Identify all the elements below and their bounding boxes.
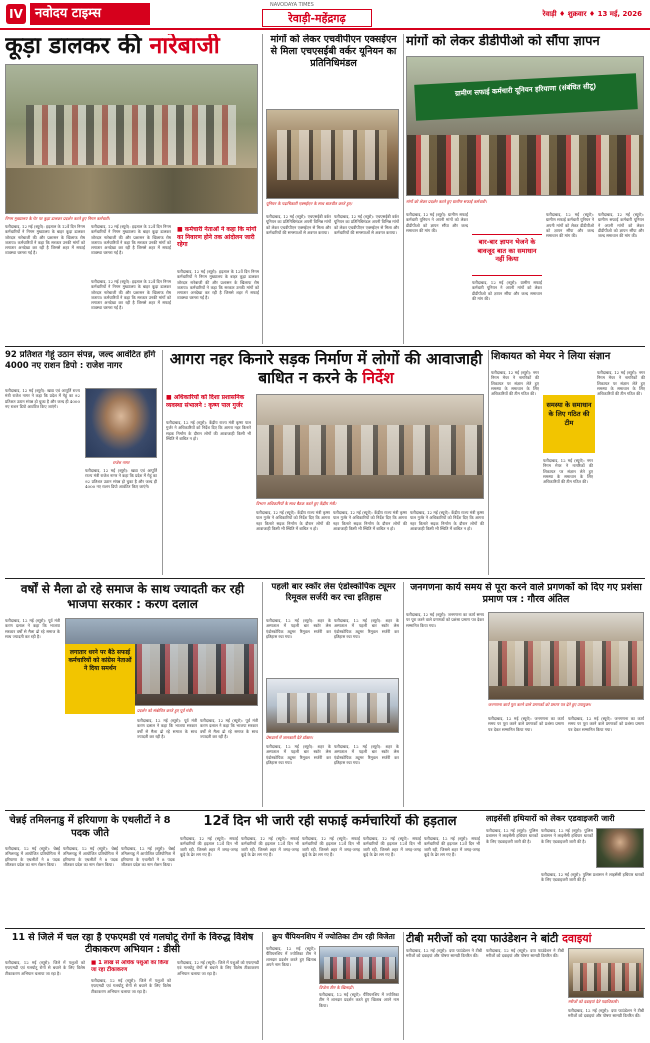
story-weapon-advisory bbox=[486, 814, 646, 926]
story-wheat-lifting bbox=[5, 350, 160, 575]
body-col-1: फरीदाबाद, 12 मई (ब्यूरो): जनगणना का कार्य समय पर पूरा करने वाले प्रगणकों को प्रशंसा प्रमाण पत्र देकर सम्मानित किया गया। bbox=[406, 612, 484, 628]
body-col-3: फरीदाबाद, 12 मई (ब्यूरो): दया फाउंडेशन ने टीबी मरीजों को दवाइयां और पोषण सामग्री वितरित की। bbox=[568, 1008, 644, 1019]
body-col-1: फरीदाबाद, 12 मई (ब्यूरो): ग्रामीण सफाई कर्मचारी यूनियन ने अपनी मांगों को लेकर डीडीपीओ को ज्ञापन सौंपा और जल्द समाधान की मांग की। bbox=[406, 212, 468, 233]
sidehead: ■ कर्मचारी नेताओं ने कहा कि मांगों का निवारण होने तक आंदोलन जारी रहेगा bbox=[177, 226, 257, 248]
photo-caption: जनगणना कार्य पूरा करने वाले प्रगणकों को प्रमाण पत्र देते हुए उपायुक्त। bbox=[488, 702, 592, 707]
sidehead: ■ अधिकारियों को दिशा प्रशासनिक व्यवस्था संभालने : कृष्ण पाल गुर्जर bbox=[166, 394, 245, 409]
body-col-4: फरीदाबाद, 12 मई (ब्यूरो): शहर के अस्पताल में पहली बार स्कॉर लेस एंडोस्कोपिक ट्यूमर रिमूवल सर्जरी कर इतिहास रचा गया। bbox=[334, 744, 399, 765]
minister-photo bbox=[85, 388, 157, 458]
story-karan-dalal bbox=[5, 582, 260, 807]
headline: 92 प्रतिशत गेहूं उठान संपन्न, जल्द आवंटित होंगे 4000 नए राशन डिपो : राजेश नागर bbox=[5, 350, 156, 371]
headline: क्रुप चैंपियनशिप में ज्योतिका टीम रही विजेता bbox=[272, 932, 395, 941]
brand-small: NAVODAYA TIMES bbox=[270, 2, 314, 8]
story-fmd-vaccination bbox=[5, 932, 260, 1040]
highlight-box: समस्या के समाधान के लिए गठित की टीम bbox=[543, 395, 595, 453]
donation-photo bbox=[568, 948, 644, 998]
photo-caption: यूनियन के पदाधिकारी एक्सईएन के साथ बातचीत करते हुए। bbox=[266, 201, 353, 206]
story-championship bbox=[266, 932, 401, 1040]
body-col-2: फरीदाबाद, 12 मई (ब्यूरो): सफाई कर्मचारियों की हड़ताल 12वें दिन भी जारी रही, जिससे शहर में जगह-जगह कूड़े के ढेर लग गए हैं। bbox=[241, 836, 299, 857]
body-col-2: फरीदाबाद, 12 मई (ब्यूरो): नगर निगम मेयर ने नागरिकों की शिकायत पर संज्ञान लेते हुए समस्या के समाधान के लिए अधिकारियों की टीम गठित की। bbox=[543, 458, 593, 485]
union-banner bbox=[414, 73, 638, 121]
body-col-1: फरीदाबाद, 12 मई (ब्यूरो): केंद्रीय राज्य मंत्री कृष्ण पाल गुर्जर ने अधिकारियों को निर्देश दिए कि आगरा नहर किनारे सड़क निर्माण के दौरान लोगों की आवाजाही किसी भी स्थिति में बाधित न हो। bbox=[166, 420, 251, 441]
body-col-1: फरीदाबाद, 12 मई (ब्यूरो): एचएसईबी वर्कर यूनियन का प्रतिनिधिमंडल अपनी विभिन्न मांगों को लेकर एचवीपीएन एक्सईएन से मिला और कर्मचारियों की समस्याओं से अवगत कराया। bbox=[266, 214, 331, 235]
story-agra-canal-road bbox=[166, 350, 486, 575]
body-col-2: फरीदाबाद, 12 मई (ब्यूरो): जनगणना का कार्य समय पर पूरा करने वाले प्रगणकों को प्रशंसा प्रमाण पत्र देकर सम्मानित किया गया। bbox=[488, 716, 564, 732]
body-col-1: फरीदाबाद, 12 मई (ब्यूरो): पूर्व मंत्री करण दलाल ने कहा कि भाजपा सरकार वर्षों से मैला ढो रहे समाज के साथ ज्यादती कर रही है। bbox=[5, 618, 60, 639]
headline: जनगणना कार्य समय से पूरा करने वाले प्रगणकों को दिए गए प्रशंसा प्रमाण पत्र : गौरव अंतिल bbox=[410, 582, 642, 605]
memorandum-photo bbox=[406, 56, 644, 196]
body-col-3: फरीदाबाद, 12 मई (ब्यूरो): पुलिस प्रशासन ने लाइसेंसी हथियार धारकों के लिए एडवाइजरी जारी की है। bbox=[541, 872, 644, 883]
body-col-1: फरीदाबाद, 12 मई (ब्यूरो): हड़ताल के 12वें दिन निगम कर्मचारियों ने निगम मुख्यालय के बाहर कूड़ा डालकर जोरदार नारेबाजी की और प्रशासन के खिलाफ रोष जताया। कर्मचारियों ने कहा कि सरकार उनकी मांगों को लगातार अनदेखा कर रही है जिससे शहर में सफाई व्यवस्था चरमरा गई है। bbox=[5, 224, 85, 256]
body-col-3: फरीदाबाद, 12 मई (ब्यूरो): सफाई कर्मचारियों की हड़ताल 12वें दिन भी जारी रही, जिससे शहर में जगह-जगह कूड़े के ढेर लग गए हैं। bbox=[302, 836, 360, 857]
meeting-photo bbox=[266, 109, 399, 199]
body-col-2: फरीदाबाद, 12 मई (ब्यूरो): चेन्नई तमिलनाडु में आयोजित प्रतियोगिता में हरियाणा के एथलीटों ने 8 पदक जीतकर प्रदेश का नाम रोशन किया। bbox=[63, 846, 118, 867]
highlight-box: लगातार धरने पर बैठे सफाई कर्मचारियों को कांग्रेस नेताओं ने दिया समर्थन bbox=[65, 644, 135, 714]
sidehead: ■ 1 लाख से अधिक पशुओं का किया जा रहा टीकाकरण bbox=[91, 960, 169, 973]
body-col-2: फरीदाबाद, 12 मई (ब्यूरो): शहर के अस्पताल में पहली बार स्कॉर लेस एंडोस्कोपिक ट्यूमर रिमूवल सर्जरी कर इतिहास रचा गया। bbox=[334, 618, 399, 639]
certificate-photo bbox=[488, 612, 644, 700]
story-ddpo-memorandum bbox=[406, 34, 646, 344]
body-col-3: फरीदाबाद, 12 मई (ब्यूरो): केंद्रीय राज्य मंत्री कृष्ण पाल गुर्जर ने अधिकारियों को निर्देश दिए कि आगरा नहर किनारे सड़क निर्माण के दौरान लोगों की आवाजाही किसी भी स्थिति में बाधित न हो। bbox=[333, 510, 407, 531]
highlight-quote: बार-बार ज्ञापन भेजने के बावजूद बात का समाधान नहीं किया bbox=[472, 234, 542, 276]
body-col-2: फरीदाबाद, 12 मई (ब्यूरो): खाद्य एवं आपूर्ति राज्य मंत्री राजेश नागर ने कहा कि प्रदेश में गेहूं का 92 प्रतिशत उठान संपन्न हो चुका है और जल्द ही 4000 नए राशन डिपो आवंटित किए जाएंगे। bbox=[85, 468, 157, 489]
body-col-3: फरीदाबाद, 12 मई (ब्यूरो): चेन्नई तमिलनाडु में आयोजित प्रतियोगिता में हरियाणा के एथलीटों ने 8 पदक जीतकर प्रदेश का नाम रोशन किया। bbox=[121, 846, 175, 867]
headline bbox=[406, 932, 646, 945]
body-col-2: फरीदाबाद, 12 मई (ब्यूरो): केंद्रीय राज्य मंत्री कृष्ण पाल गुर्जर ने अधिकारियों को निर्देश दिए कि आगरा नहर किनारे सड़क निर्माण के दौरान लोगों की आवाजाही किसी भी स्थिति में बाधित न हो। bbox=[256, 510, 330, 531]
person-caption: राजेश नागर bbox=[112, 460, 130, 465]
body-col-2: फरीदाबाद, 12 मई (ब्यूरो): पूर्व मंत्री करण दलाल ने कहा कि भाजपा सरकार वर्षों से मैला ढो रहे समाज के साथ ज्यादती कर रही है। bbox=[137, 718, 197, 739]
headline: शिकायत को मेयर ने लिया संज्ञान bbox=[491, 351, 611, 362]
body-col-3: फरीदाबाद, 12 मई (ब्यूरो): जिले में पशुओं को एफएमडी एवं गलघोटू रोगों से बचाने के लिए विशेष टीकाकरण अभियान चलाया जा रहा है। bbox=[177, 960, 259, 976]
body-col-1: फरीदाबाद, 12 मई (ब्यूरो): पुलिस प्रशासन ने लाइसेंसी हथियार धारकों के लिए एडवाइजरी जारी की है। bbox=[486, 828, 538, 844]
body-col-2: फरीदाबाद, 12 मई (ब्यूरो): ग्रामीण सफाई कर्मचारी यूनियन ने अपनी मांगों को लेकर डीडीपीओ को ज्ञापन सौंपा और जल्द समाधान की मांग की। bbox=[472, 280, 542, 301]
body-col-3: फरीदाबाद, 12 मई (ब्यूरो): नगर निगम मेयर ने नागरिकों की शिकायत पर संज्ञान लेते हुए समस्या के समाधान के लिए अधिकारियों की टीम गठित की। bbox=[597, 370, 645, 397]
story-census-certificates bbox=[406, 582, 646, 807]
photo-caption: प्रेसवार्ता में जानकारी देते डॉक्टर। bbox=[266, 735, 313, 740]
meeting-photo bbox=[256, 394, 484, 499]
headline-red: निर्देश bbox=[362, 369, 394, 387]
body-col-4: फरीदाबाद, 12 मई (ब्यूरो): हड़ताल के 12वें दिन निगम कर्मचारियों ने निगम मुख्यालय के बाहर कूड़ा डालकर जोरदार नारेबाजी की और प्रशासन के खिलाफ रोष जताया। कर्मचारियों ने कहा कि सरकार उनकी मांगों को लगातार अनदेखा कर रही है जिससे शहर में सफाई व्यवस्था चरमरा गई है। bbox=[177, 269, 259, 301]
body-col-3: फरीदाबाद, 12 मई (ब्यूरो): ग्रामीण सफाई कर्मचारी यूनियन ने अपनी मांगों को लेकर डीडीपीओ को ज्ञापन सौंपा और जल्द समाधान की मांग की। bbox=[546, 212, 594, 239]
story-endoscopic-surgery bbox=[266, 582, 401, 807]
body-col-1: फरीदाबाद, 12 मई (ब्यूरो): दया फाउंडेशन ने टीबी मरीजों को दवाइयां और पोषण सामग्री वितरित की। bbox=[406, 948, 482, 959]
story-hvpn-union bbox=[266, 34, 401, 344]
story-tb-medicines bbox=[406, 932, 646, 1040]
story-sanitation-strike bbox=[180, 814, 480, 926]
headline bbox=[166, 350, 486, 388]
photo-caption: मरीजों को दवाइयां देते पदाधिकारी। bbox=[568, 999, 619, 1004]
masthead bbox=[0, 0, 650, 30]
photo-caption: विभाग अधिकारियों के साथ बैठक करते हुए केंद्रीय मंत्री। bbox=[256, 501, 337, 506]
headline: पहली बार स्कॉर लेस एंडोस्कोपिक ट्यूमर रिमूवल सर्जरी कर रचा इतिहास bbox=[271, 582, 396, 603]
protest-photo bbox=[5, 64, 258, 214]
body-col-1: फरीदाबाद, 12 मई (ब्यूरो): नगर निगम मेयर ने नागरिकों की शिकायत पर संज्ञान लेते हुए समस्या के समाधान के लिए अधिकारियों की टीम गठित की। bbox=[491, 370, 539, 397]
photo-caption: विजेता टीम के खिलाड़ी। bbox=[319, 985, 354, 990]
body-col-2: फरीदाबाद, 12 मई (ब्यूरो): दया फाउंडेशन ने टीबी मरीजों को दवाइयां और पोषण सामग्री वितरित की। bbox=[486, 948, 564, 959]
headline: वर्षों से मैला ढो रहे समाज के साथ ज्यादती कर रही भाजपा सरकार : करण दलाल bbox=[20, 582, 245, 611]
body-col-1: फरीदाबाद, 12 मई (ब्यूरो): जिले में पशुओं को एफएमडी एवं गलघोटू रोगों से बचाने के लिए विशेष टीकाकरण अभियान चलाया जा रहा है। bbox=[5, 960, 85, 976]
body-col-1: फरीदाबाद, 12 मई (ब्यूरो): खाद्य एवं आपूर्ति राज्य मंत्री राजेश नागर ने कहा कि प्रदेश में गेहूं का 92 प्रतिशत उठान संपन्न हो चुका है और जल्द ही 4000 नए राशन डिपो आवंटित किए जाएंगे। bbox=[5, 388, 80, 409]
banner-text: ग्रामीण सफाई कर्मचारी यूनियन हरियाणा (संबंधित सीटू) bbox=[454, 82, 597, 98]
brand-name: नवोदय टाइम्स bbox=[30, 3, 150, 25]
body-col-2: फरीदाबाद, 12 मई (ब्यूरो): हड़ताल के 12वें दिन निगम कर्मचारियों ने निगम मुख्यालय के बाहर कूड़ा डालकर जोरदार नारेबाजी की और प्रशासन के खिलाफ रोष जताया। कर्मचारियों ने कहा कि सरकार उनकी मांगों को लगातार अनदेखा कर रही है जिससे शहर में सफाई व्यवस्था चरमरा गई है। bbox=[91, 224, 171, 256]
team-photo bbox=[319, 946, 399, 984]
story-mayor-complaint bbox=[491, 350, 646, 575]
headline-black: टीबी मरीजों को दया फाउंडेशन ने बांटी bbox=[406, 932, 563, 945]
photo-caption: मांगों को लेकर प्रदर्शन करते हुए ग्रामीण सफाई कर्मचारी। bbox=[406, 199, 487, 204]
body-col-3: फरीदाबाद, 12 मई (ब्यूरो): शहर के अस्पताल में पहली बार स्कॉर लेस एंडोस्कोपिक ट्यूमर रिमूवल सर्जरी कर इतिहास रचा गया। bbox=[266, 744, 331, 765]
headline-black: कूड़ा डालकर की bbox=[5, 34, 150, 59]
officer-photo bbox=[596, 828, 644, 868]
body-col-3: फरीदाबाद, 12 मई (ब्यूरो): जनगणना का कार्य समय पर पूरा करने वाले प्रगणकों को प्रशंसा प्रमाण पत्र देकर सम्मानित किया गया। bbox=[568, 716, 644, 732]
body-col-2: फरीदाबाद, 12 मई (ब्यूरो): पुलिस प्रशासन ने लाइसेंसी हथियार धारकों के लिए एडवाइजरी जारी की है। bbox=[541, 828, 593, 844]
story-chennai-athletes bbox=[5, 814, 175, 926]
headline: मांगों को लेकर डीडीपीओ को सौंपा ज्ञापन bbox=[406, 34, 600, 49]
headline: लाइसेंसी हथियारों को लेकर एडवाइजरी जारी bbox=[486, 814, 615, 823]
headline: 12वें दिन भी जारी रही सफाई कर्मचारियों की हड़ताल bbox=[203, 814, 457, 829]
headline bbox=[5, 34, 260, 59]
body-col-4: फरीदाबाद, 12 मई (ब्यूरो): ग्रामीण सफाई कर्मचारी यूनियन ने अपनी मांगों को लेकर डीडीपीओ को ज्ञापन सौंपा और जल्द समाधान की मांग की। bbox=[598, 212, 644, 239]
body-col-1: फरीदाबाद, 12 मई (ब्यूरो): चेन्नई तमिलनाडु में आयोजित प्रतियोगिता में हरियाणा के एथलीटों ने 8 पदक जीतकर प्रदेश का नाम रोशन किया। bbox=[5, 846, 60, 867]
headline: मांगों को लेकर एचवीपीएन एक्सईएन से मिला एचएसईबी वर्कर यूनियन का प्रतिनिधिमंडल bbox=[270, 34, 397, 69]
body-col-2: फरीदाबाद, 12 मई (ब्यूरो): एचएसईबी वर्कर यूनियन का प्रतिनिधिमंडल अपनी विभिन्न मांगों को लेकर एचवीपीएन एक्सईएन से मिला और कर्मचारियों की समस्याओं से अवगत कराया। bbox=[334, 214, 399, 235]
page-number: IV bbox=[6, 4, 26, 24]
headline: 11 से जिले में चल रहा है एफएमडी एवं गलघोटू रोगों के विरुद्ध विशेष टीकाकरण अभियान : डीसी bbox=[11, 932, 254, 955]
headline: चेन्नई तमिलनाडु में हरियाणा के एथलीटों ने 8 पदक जीते bbox=[9, 815, 171, 839]
photo-caption: प्रदर्शन को संबोधित करते हुए पूर्व मंत्री। bbox=[137, 708, 193, 713]
body-col-3: फरीदाबाद, 12 मई (ब्यूरो): हड़ताल के 12वें दिन निगम कर्मचारियों ने निगम मुख्यालय के बाहर कूड़ा डालकर जोरदार नारेबाजी की और प्रशासन के खिलाफ रोष जताया। कर्मचारियों ने कहा कि सरकार उनकी मांगों को लगातार अनदेखा कर रही है जिससे शहर में सफाई व्यवस्था चरमरा गई है। bbox=[91, 279, 171, 311]
press-photo bbox=[266, 678, 399, 733]
body-col-1: फरीदाबाद, 12 मई (ब्यूरो): चैंपियनशिप में ज्योतिका टीम ने शानदार प्रदर्शन करते हुए खिताब अपने नाम किया। bbox=[266, 946, 316, 967]
body-col-5: फरीदाबाद, 12 मई (ब्यूरो): सफाई कर्मचारियों की हड़ताल 12वें दिन भी जारी रही, जिससे शहर में जगह-जगह कूड़े के ढेर लग गए हैं। bbox=[424, 836, 480, 857]
body-col-4: फरीदाबाद, 12 मई (ब्यूरो): सफाई कर्मचारियों की हड़ताल 12वें दिन भी जारी रही, जिससे शहर में जगह-जगह कूड़े के ढेर लग गए हैं। bbox=[363, 836, 421, 857]
section-name: रेवाड़ी-महेंद्रगढ़ bbox=[262, 9, 372, 27]
photo-caption: निगम मुख्यालय के गेट पर कूड़ा डालकर प्रदर्शन करते हुए निगम कर्मचारी। bbox=[5, 216, 110, 221]
body-col-3: फरीदाबाद, 12 मई (ब्यूरो): पूर्व मंत्री करण दलाल ने कहा कि भाजपा सरकार वर्षों से मैला ढो रहे समाज के साथ ज्यादती कर रही है। bbox=[200, 718, 258, 739]
date-line: रेवाड़ी ♦ शुक्रवार ♦ 13 मई, 2026 bbox=[542, 10, 642, 18]
headline-red: दवाइयां bbox=[562, 932, 592, 945]
headline-black: आगरा नहर किनारे सड़क निर्माण में लोगों की आवाजाही बाधित न करने के bbox=[169, 350, 483, 387]
body-col-2: फरीदाबाद, 12 मई (ब्यूरो): चैंपियनशिप में ज्योतिका टीम ने शानदार प्रदर्शन करते हुए खिताब अपने नाम किया। bbox=[319, 992, 399, 1008]
body-col-1: फरीदाबाद, 12 मई (ब्यूरो): शहर के अस्पताल में पहली बार स्कॉर लेस एंडोस्कोपिक ट्यूमर रिमूवल सर्जरी कर इतिहास रचा गया। bbox=[266, 618, 331, 639]
body-col-2: फरीदाबाद, 12 मई (ब्यूरो): जिले में पशुओं को एफएमडी एवं गलघोटू रोगों से बचाने के लिए विशेष टीकाकरण अभियान चलाया जा रहा है। bbox=[91, 978, 171, 994]
body-col-1: फरीदाबाद, 12 मई (ब्यूरो): सफाई कर्मचारियों की हड़ताल 12वें दिन भी जारी रही, जिससे शहर में जगह-जगह कूड़े के ढेर लग गए हैं। bbox=[180, 836, 238, 857]
headline-red: नारेबाजी bbox=[149, 34, 220, 59]
story-garbage-protest bbox=[5, 34, 260, 344]
body-col-4: फरीदाबाद, 12 मई (ब्यूरो): केंद्रीय राज्य मंत्री कृष्ण पाल गुर्जर ने अधिकारियों को निर्देश दिए कि आगरा नहर किनारे सड़क निर्माण के दौरान लोगों की आवाजाही किसी भी स्थिति में बाधित न हो। bbox=[410, 510, 484, 531]
